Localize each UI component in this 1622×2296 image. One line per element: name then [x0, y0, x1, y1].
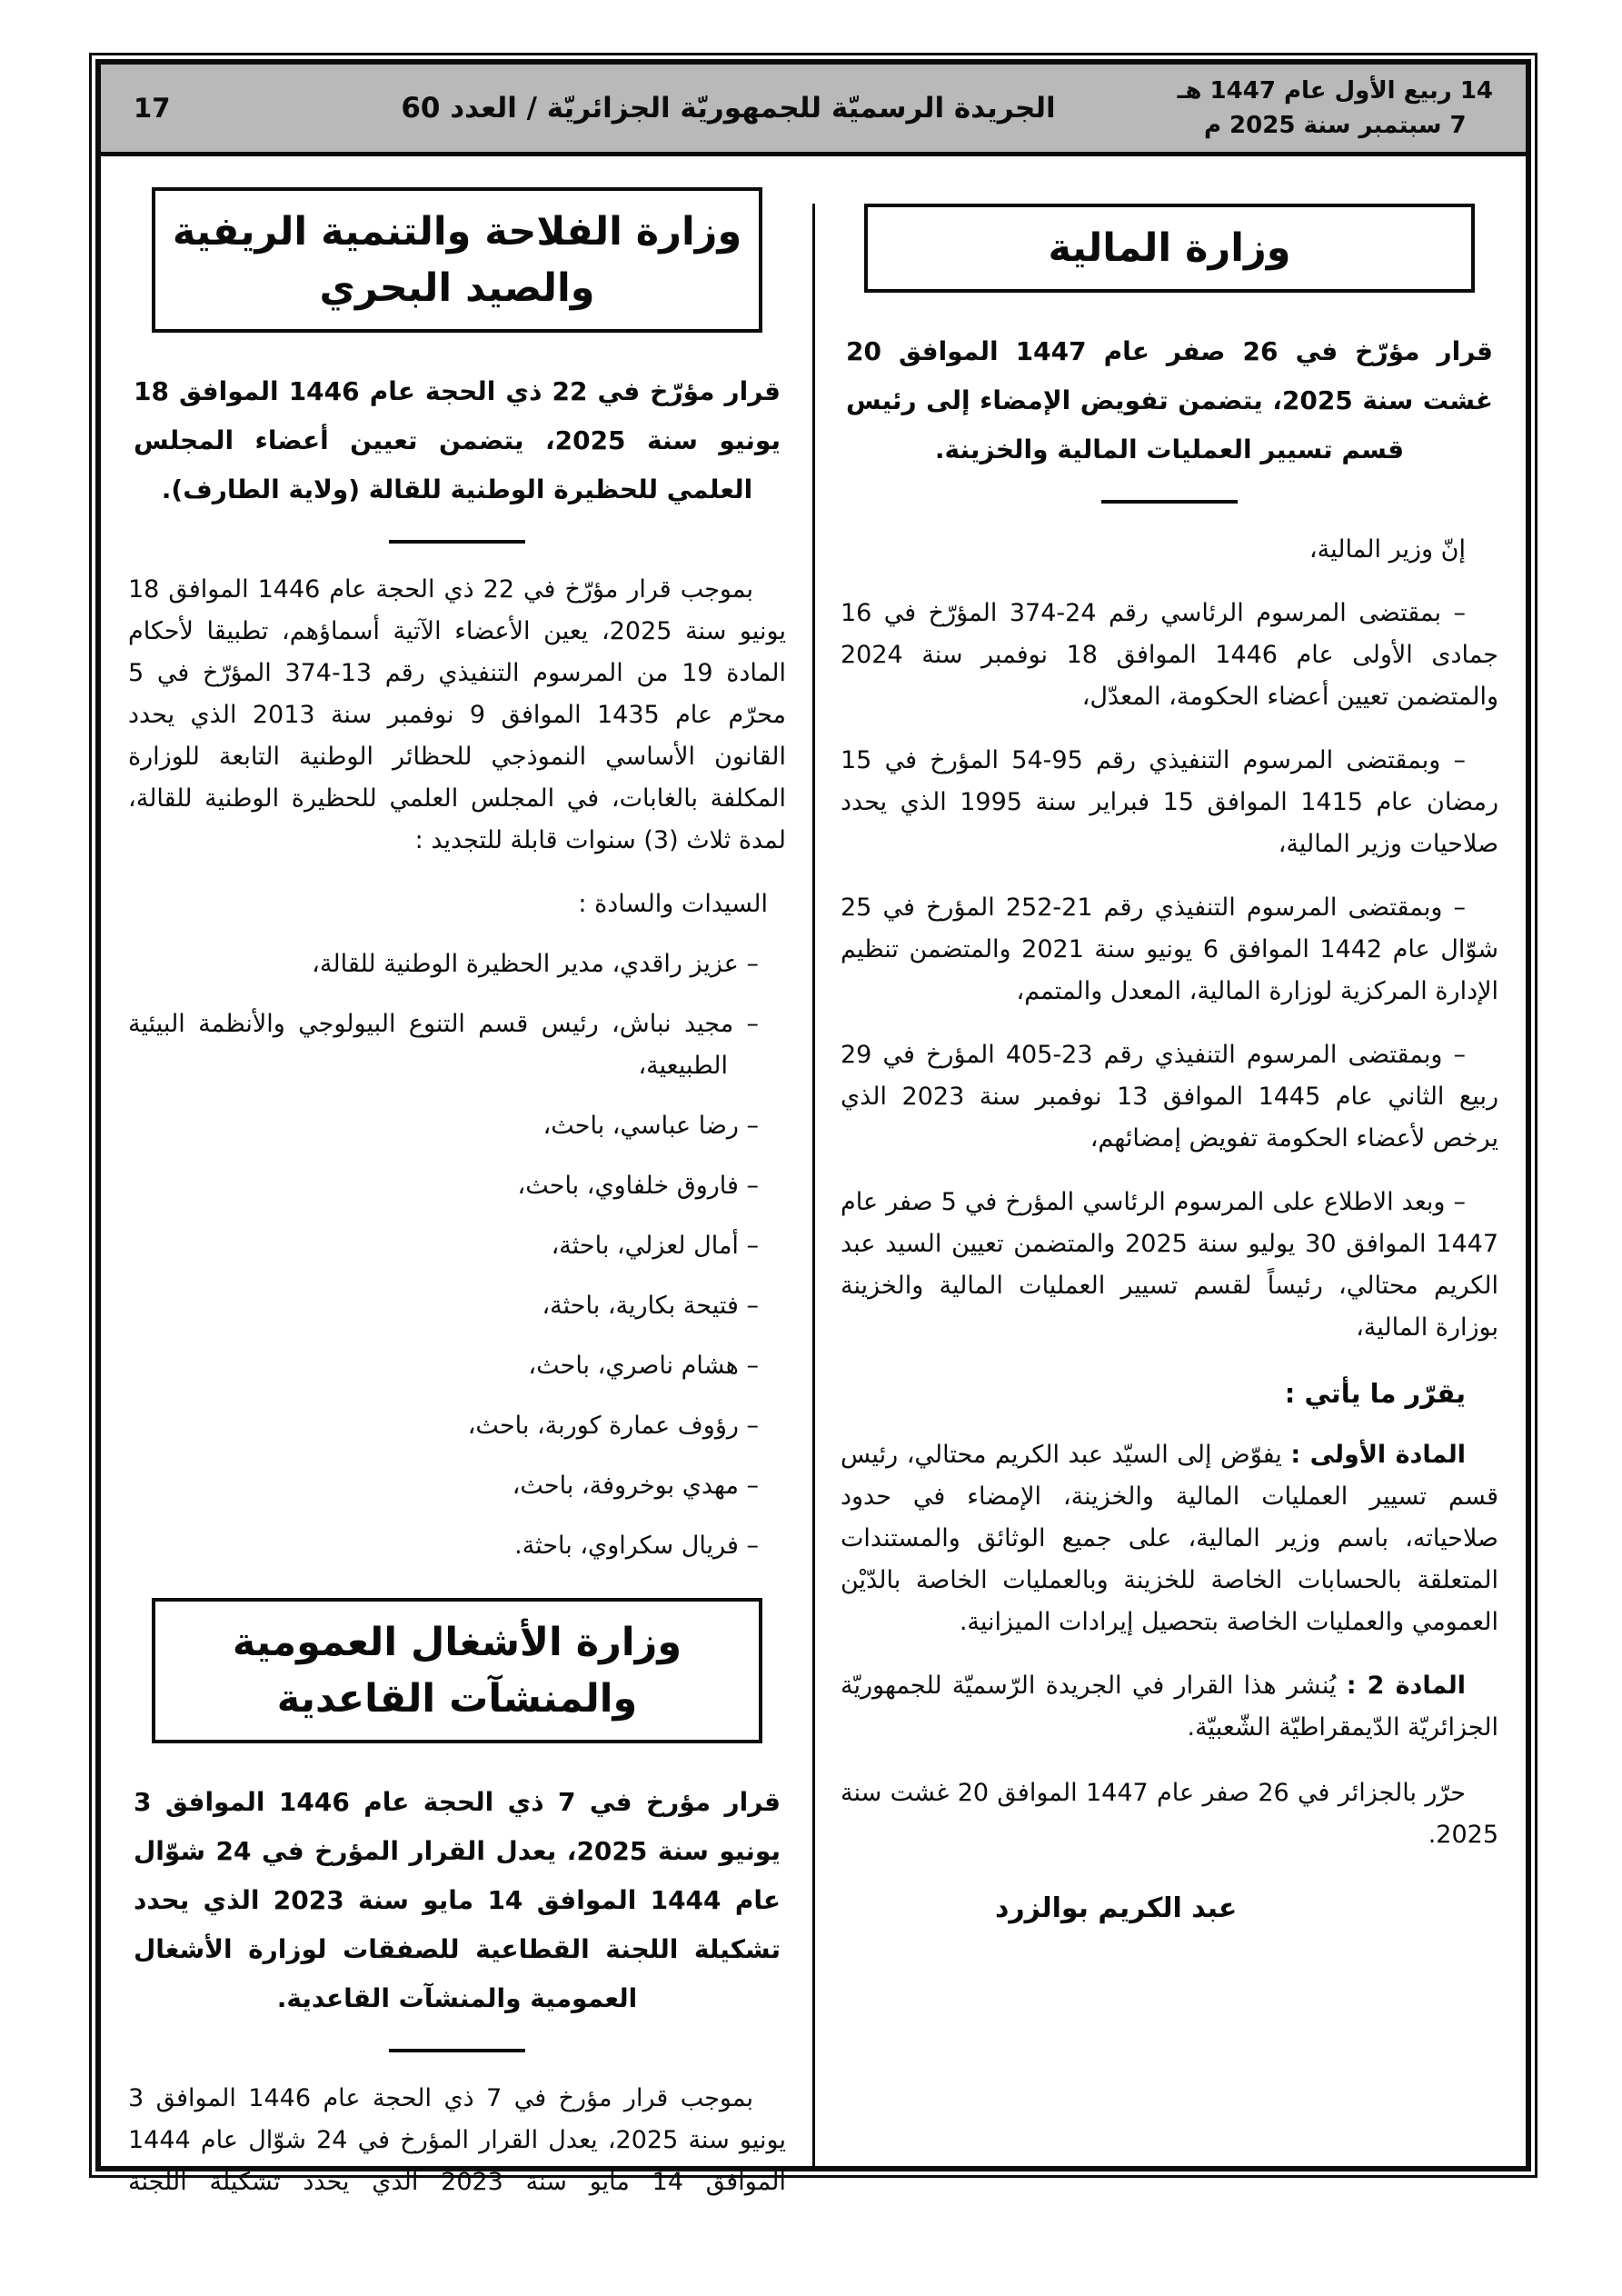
page-frame	[89, 53, 1537, 2196]
consideration-item: – بمقتضى المرسوم الرئاسي رقم 24-374 المؤرّخ في 16 جمادى الأولى عام 1446 الموافق 18 نوفمبر سنة 2024 والمتضمن تعيين أعضاء الحكومة، المعدّل،	[841, 599, 1498, 711]
consideration-item: – وبمقتضى المرسوم التنفيذي رقم 23-405 المؤرخ في 29 ربيع الثاني عام 1445 الموافق 13 نوفمبر سنة 2023 الذي يرخص لأعضاء الحكومة تفويض إمضائهم،	[841, 1041, 1498, 1153]
section-separator	[389, 540, 525, 544]
article-1	[841, 1434, 1498, 1643]
closing-line: حرّر بالجزائر في 26 صفر عام 1447 الموافق 20 غشت سنة 2025.	[841, 1779, 1498, 1849]
member-item: – فريال سكراوي، باحثة.	[514, 1532, 759, 1560]
member-item: – أمال لعزلي، باحثة،	[551, 1232, 759, 1260]
member-item: – هشام ناصري، باحث،	[528, 1352, 759, 1380]
signature: عبد الكريم بوالزرد	[995, 1892, 1238, 1924]
publicworks-ministry-title-line1: وزارة الأشغال العمومية	[232, 1620, 682, 1665]
journal-title: الجريدة الرسميّة للجمهوريّة الجزائريّة / العدد 60	[401, 92, 1056, 125]
member-item: – رضا عباسي، باحث،	[542, 1112, 759, 1140]
agriculture-ministry-title-line1: وزارة الفلاحة والتنمية الريفية	[172, 209, 742, 255]
finance-ministry-title: وزارة المالية	[1048, 225, 1291, 271]
members-heading: السيدات والسادة :	[578, 890, 768, 918]
finance-opening-line: إنّ وزير المالية،	[1309, 535, 1466, 564]
article-2-text: يُنشر هذا القرار في الجريدة الرّسميّة للجمهوريّة الجزائريّة الدّيمقراطيّة الشّعبيّة.	[841, 1672, 1498, 1742]
header-band	[101, 65, 1526, 156]
member-item: – عزيز راقدي، مدير الحظيرة الوطنية للقالة،	[312, 950, 759, 978]
publicworks-decree-intro: قرار مؤرخ في 7 ذي الحجة عام 1446 الموافق 3 يونيو سنة 2025، يعدل القرار المؤرخ في 24 شوّال عام 1444 الموافق 14 مايو سنة 2023 الذي يحدد تشكيلة اللجنة القطاعية للصفقات لوزارة الأشغال العمومية والمنشآت القاعدية.	[134, 1787, 781, 2013]
consideration-item: – وبمقتضى المرسوم التنفيذي رقم 21-252 المؤرخ في 25 شوّال عام 1442 الموافق 6 يونيو سنة 2021 والمتضمن تنظيم الإدارة المركزية لوزارة المالية، المعدل والمتمم،	[841, 893, 1498, 1005]
section-separator	[389, 2049, 525, 2052]
publicworks-ministry-title-line2: والمنشآت القاعدية	[276, 1676, 638, 1722]
member-item: – مهدي بوخروفة، باحث،	[512, 1472, 759, 1500]
article-1-label: المادة الأولى :	[1290, 1441, 1467, 1469]
finance-column	[813, 156, 1526, 2166]
member-item: – رؤوف عمارة كوربة، باحث،	[467, 1412, 759, 1440]
finance-decree-intro: قرار مؤرّخ في 26 صفر عام 1447 الموافق 20 غشت سنة 2025، يتضمن تفويض الإمضاء إلى رئيس قسم تسيير العمليات المالية والخزينة.	[846, 336, 1493, 464]
header-date	[1178, 74, 1493, 143]
column-divider	[812, 204, 815, 2166]
agriculture-ministry-title-box	[152, 187, 762, 333]
section-separator	[1101, 500, 1238, 504]
content-area	[101, 156, 1526, 2196]
agriculture-column	[101, 156, 813, 2196]
article-1-text: يفوّض إلى السيّد عبد الكريم محتالي، رئيس قسم تسيير العمليات المالية والخزينة، الإمضاء في حدود صلاحياته، باسم وزير المالية، على جميع الوثائق والمستندات المتعلقة بالحسابات الخاصة للخزينة وبالعمليات الخاصة بالدّيْن العمومي والعمليات الخاصة بتحصيل إيرادات الميزانية.	[841, 1441, 1498, 1636]
header-date-gregorian: 7 سبتمبر سنة 2025 م	[1203, 112, 1467, 139]
header-date-hijri: 14 ربيع الأول عام 1447 هـ	[1177, 77, 1493, 105]
consideration-item: – وبعد الاطلاع على المرسوم الرئاسي المؤرخ في 5 صفر عام 1447 الموافق 30 يوليو سنة 2025 والمتضمن تعيين السيد عبد الكريم محتالي، رئيساً لقسم تسيير العمليات المالية والخزينة بوزارة المالية،	[841, 1188, 1498, 1342]
agriculture-decree-intro: قرار مؤرّخ في 22 ذي الحجة عام 1446 الموافق 18 يونيو سنة 2025، يتضمن تعيين أعضاء المجلس العلمي للحظيرة الوطنية للقالة (ولاية الطارف).	[134, 376, 781, 504]
article-2	[841, 1665, 1498, 1749]
publicworks-ministry-title-box	[152, 1598, 762, 1743]
consideration-item: – وبمقتضى المرسوم التنفيذي رقم 95-54 المؤرخ في 15 رمضان عام 1415 الموافق 15 فبراير سنة 1995 الذي يحدد صلاحيات وزير المالية،	[841, 746, 1498, 858]
member-item: – فتيحة بكارية، باحثة،	[542, 1292, 759, 1320]
member-item: – مجيد نباش، رئيس قسم التنوع البيولوجي والأنظمة البيئية الطبيعية،	[128, 1010, 759, 1080]
finance-ministry-title-box	[864, 204, 1475, 293]
agriculture-ministry-title-line2: والصيد البحري	[319, 265, 595, 311]
decree-phrase: يقرّر ما يأتي :	[1284, 1378, 1466, 1409]
article-2-label: المادة 2 :	[1346, 1672, 1466, 1700]
appointment-paragraph: بموجب قرار مؤرّخ في 22 ذي الحجة عام 1446 الموافق 18 يونيو سنة 2025، يعين الأعضاء الآتية أسماؤهم، تطبيقا لأحكام المادة 19 من المرسوم التنفيذي رقم 13-374 المؤرّخ في 5 محرّم عام 1435 الموافق 9 نوفمبر سنة 2013 الذي يحدد القانون الأساسي النموذجي للحظائر الوطنية التابعة للوزارة المكلفة بالغابات، في المجلس العلمي للحظيرة الوطنية للقالة، لمدة ثلاث (3) سنوات قابلة للتجديد :	[128, 575, 786, 854]
page-frame-inner	[95, 59, 1531, 2196]
page-number: 17	[134, 93, 171, 124]
publicworks-paragraph: بموجب قرار مؤرخ في 7 ذي الحجة عام 1446 الموافق 3 يونيو سنة 2025، يعدل القرار المؤرخ في 24 شوّال عام 1444 الموافق 14 مايو سنة 2023 الذي يحدد تشكيلة اللجنة	[128, 2084, 787, 2196]
member-item: – فاروق خلفاوي، باحث،	[517, 1172, 759, 1200]
